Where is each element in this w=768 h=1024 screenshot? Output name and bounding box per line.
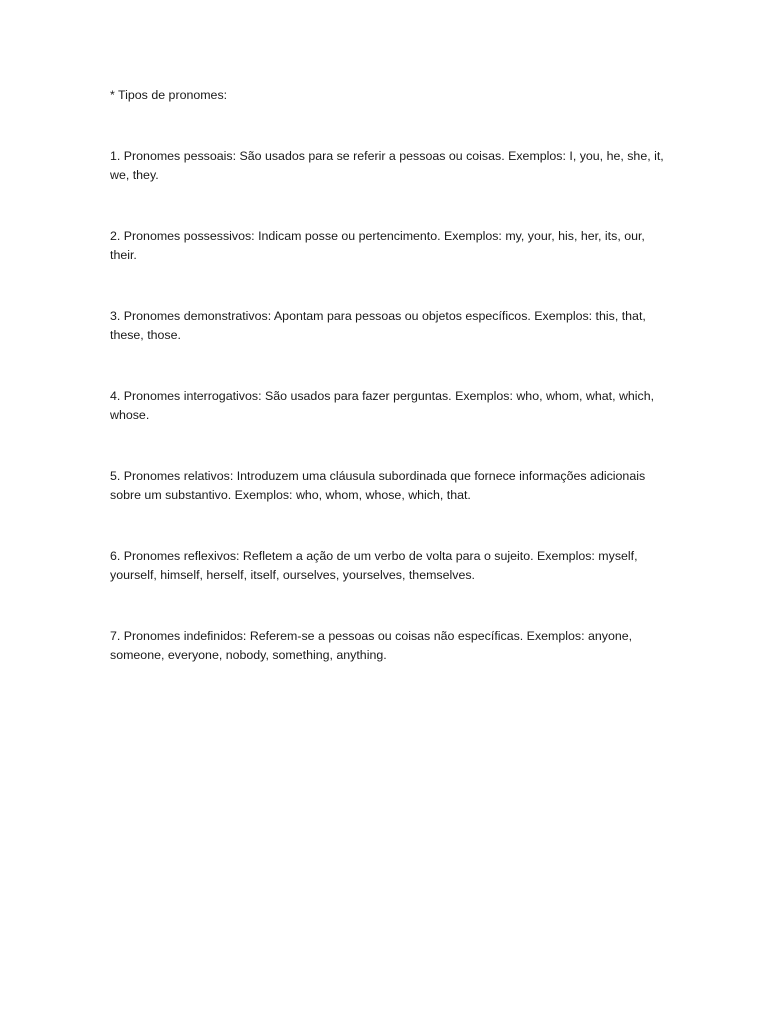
list-item-reflexivos: 6. Pronomes reflexivos: Refletem a ação de um verbo de volta para o sujeito. Exemplos: myself, yourself, himself, herself, itself, ourselves, yourselves, themselves. [110, 549, 638, 582]
document-heading: * Tipos de pronomes: [110, 88, 228, 102]
list-item-possessivos: 2. Pronomes possessivos: Indicam posse ou pertencimento. Exemplos: my, your, his, her, its, our, their. [110, 229, 645, 262]
list-item-interrogativos: 4. Pronomes interrogativos: São usados para fazer perguntas. Exemplos: who, whom, what, which, whose. [110, 389, 655, 422]
document-body [110, 86, 665, 665]
list-item-pessoais: 1. Pronomes pessoais: São usados para se referir a pessoas ou coisas. Exemplos: I, you, he, she, it, we, they. [110, 149, 664, 182]
list-item-demonstrativos: 3. Pronomes demonstrativos: Apontam para pessoas ou objetos específicos. Exemplos: this, that, these, those. [110, 309, 646, 342]
list-item-indefinidos: 7. Pronomes indefinidos: Referem-se a pessoas ou coisas não específicas. Exemplos: anyone, someone, everyone, nobody, something, anything. [110, 629, 633, 662]
list-item-relativos: 5. Pronomes relativos: Introduzem uma cláusula subordinada que fornece informações adicionais sobre um substantivo. Exemplos: who, whom, whose, which, that. [110, 469, 646, 502]
